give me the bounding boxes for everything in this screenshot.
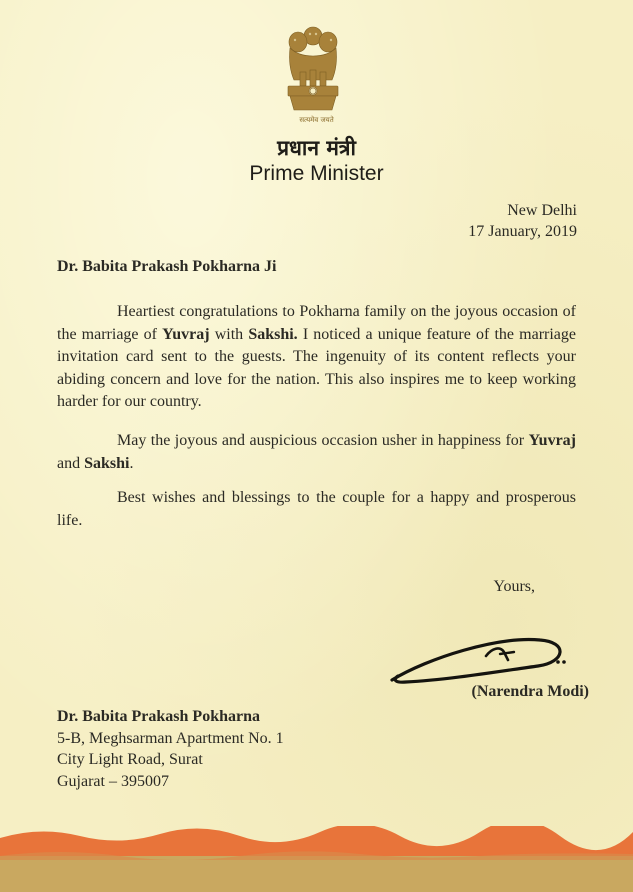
text: and bbox=[57, 454, 85, 472]
letterhead-title-english: Prime Minister bbox=[249, 162, 384, 185]
body-paragraph-1 bbox=[57, 301, 576, 414]
emblem-motto: सत्यमेव जयते bbox=[299, 116, 334, 124]
groom-name: Yuvraj bbox=[528, 432, 576, 449]
text: Heartiest congratulations to Pokharna family on the joyous occasion of the marriage of bbox=[57, 303, 576, 343]
recipient-address bbox=[57, 706, 284, 792]
groom-name: Yuvraj bbox=[162, 325, 210, 343]
text: . bbox=[129, 454, 134, 472]
address-line-3: Gujarat – 395007 bbox=[57, 772, 169, 790]
place: New Delhi bbox=[507, 202, 577, 219]
address-line-2: City Light Road, Surat bbox=[57, 751, 203, 768]
bride-name: Sakshi. bbox=[248, 325, 298, 343]
signatory-name: (Narendra Modi) bbox=[471, 683, 589, 700]
address-line-1: 5-B, Meghsarman Apartment No. 1 bbox=[57, 729, 284, 747]
salutation: Dr. Babita Prakash Pokharna Ji bbox=[57, 258, 277, 275]
body-paragraph-3: Best wishes and blessings to the couple for a happy and prosperous life. bbox=[57, 489, 576, 529]
text: with bbox=[209, 325, 249, 343]
text: I noticed a unique feature of the marriage invitation card sent to the guests. The ingenuity of its content reflects your abiding concern and love for the nation. This also inspires me to keep working harder for our country. bbox=[57, 325, 577, 410]
decorative-footer-band bbox=[0, 826, 633, 892]
national-emblem-icon bbox=[280, 22, 346, 118]
recipient-name: Dr. Babita Prakash Pokharna bbox=[57, 708, 260, 725]
place-date-block bbox=[468, 200, 577, 242]
body-paragraph-2 bbox=[57, 430, 576, 475]
letterhead-title-hindi: प्रधान मंत्री bbox=[277, 136, 356, 160]
date: 17 January, 2019 bbox=[468, 223, 577, 240]
closing: Yours, bbox=[493, 578, 535, 595]
text: May the joyous and auspicious occasion usher in happiness for bbox=[117, 432, 529, 449]
bride-name: Sakshi bbox=[84, 454, 130, 472]
handwritten-signature bbox=[388, 622, 578, 692]
